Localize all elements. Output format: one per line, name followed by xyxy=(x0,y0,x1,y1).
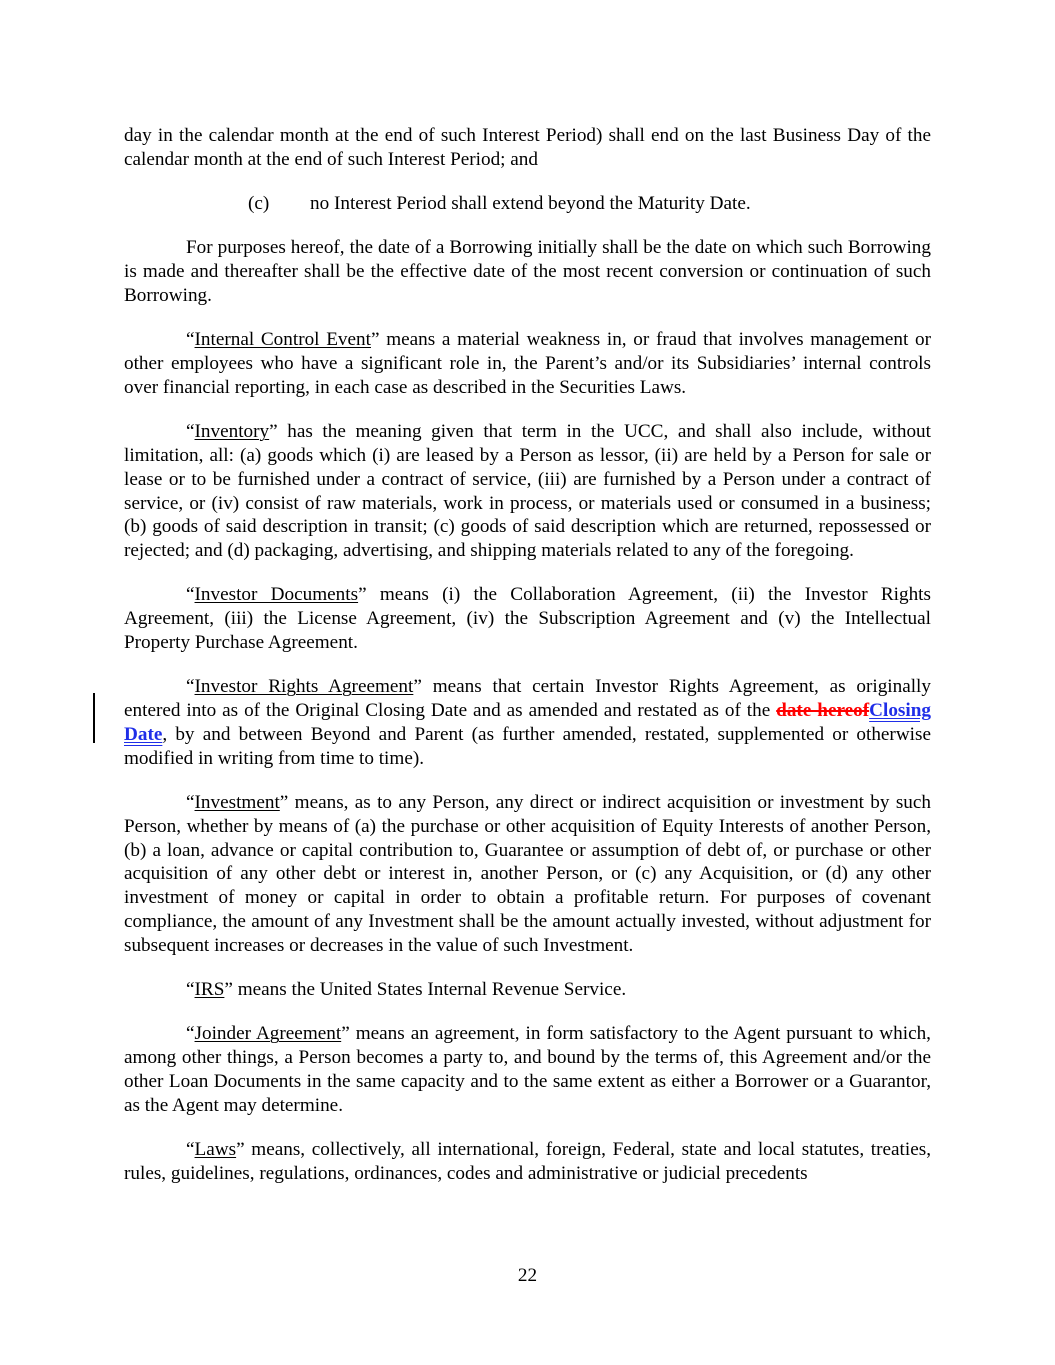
list-marker: (c) xyxy=(248,193,270,215)
definition-text: means, collectively, all international, foreign, Federal, state and local statutes, treaties, rules, guidelines, regulations, ordinances, codes and administrative or judicial precedents xyxy=(124,1139,931,1184)
close-quote: ” xyxy=(358,584,367,606)
continuation-text: day in the calendar month at the end of such Interest Period) shall end on the last Business Day of the calendar month at the end of such Interest Period; and xyxy=(124,125,931,170)
definition-internal-control-event xyxy=(124,328,931,399)
defined-term: Inventory xyxy=(194,421,270,443)
definition-irs xyxy=(124,978,931,1002)
open-quote: “ xyxy=(186,792,195,814)
definition-text: means, as to any Person, any direct or indirect acquisition or investment by such Person, whether by means of (a) the purchase or other acquisition of Equity Interests of another Person, (b) a loan, advance or capital contribution to, Guarantee or assumption of debt of, or purchase or other acquisition of any other debt or interest in, another Person, or (c) any Acquisition, or (d) any other investment of money or capital in order to obtain a profitable return. For purposes of covenant compliance, the amount of any Investment shall be the amount actually invested, without adjustment for subsequent increases or decreases in the value of such Investment. xyxy=(124,792,931,956)
definition-text: means (i) the Collaboration Agreement, (ii) the Investor Rights Agreement, (iii) the License Agreement, (iv) the Subscription Agreement and (v) the Intellectual Property Purchase Agreement. xyxy=(124,584,931,654)
definition-investor-rights-agreement xyxy=(124,675,931,770)
definition-investor-documents xyxy=(124,583,931,654)
open-quote: “ xyxy=(186,979,195,1001)
definition-investment xyxy=(124,791,931,958)
continuation-paragraph xyxy=(124,124,931,172)
defined-term: Joinder Agreement xyxy=(194,1023,342,1045)
document-page xyxy=(124,124,931,1206)
defined-term: IRS xyxy=(194,979,225,1001)
list-item-text: no Interest Period shall extend beyond the Maturity Date. xyxy=(310,193,751,215)
definition-text: means that certain Investor Rights Agreement, as originally entered into as of the Original Closing Date and as amended and restated as of the xyxy=(124,676,931,722)
deleted-text: date hereof xyxy=(776,700,870,722)
open-quote: “ xyxy=(186,584,195,606)
borrowing-date-paragraph xyxy=(124,236,931,307)
close-quote: ” xyxy=(236,1139,245,1161)
close-quote: ” xyxy=(370,329,380,351)
definition-inventory xyxy=(124,420,931,563)
definition-text: means an agreement, in form satisfactory to the Agent pursuant to which, among other things, a Person becomes a party to, and bound by the terms of, this Agreement and/or the other Loan Documents in the same capacity and to the same extent as either a Borrower or a Guarantor, as the Agent may determine. xyxy=(124,1023,931,1116)
close-quote: ” xyxy=(341,1023,350,1045)
definition-joinder-agreement xyxy=(124,1022,931,1117)
close-quote: ” xyxy=(413,676,422,698)
defined-term: Investment xyxy=(194,792,280,814)
open-quote: “ xyxy=(186,1139,195,1161)
close-quote: ” xyxy=(269,421,278,443)
close-quote: ” xyxy=(224,979,233,1001)
list-item-c xyxy=(124,192,931,216)
close-quote: ” xyxy=(279,792,289,814)
defined-term: Laws xyxy=(194,1139,237,1161)
definition-text: means a material weakness in, or fraud that involves management or other employees who have a significant role in, the Parent’s and/or its Subsidiaries’ internal controls over financial reporting, in each case as described in the Securities Laws. xyxy=(124,329,931,398)
open-quote: “ xyxy=(186,421,195,443)
definition-laws xyxy=(124,1138,931,1186)
paragraph-text: For purposes hereof, the date of a Borrowing initially shall be the date on which such Borrowing is made and thereafter shall be the effective date of the most recent conversion or continuation of such Borrowing. xyxy=(124,237,931,306)
revision-change-bar xyxy=(93,693,95,743)
open-quote: “ xyxy=(186,329,195,351)
definition-text: means the United States Internal Revenue Service. xyxy=(232,979,627,1001)
defined-term: Investor Rights Agreement xyxy=(194,676,414,698)
defined-term: Investor Documents xyxy=(194,584,359,606)
definition-text: has the meaning given that term in the UCC, and shall also include, without limitation, all: (a) goods which (i) are leased by a Person as lessor, (ii) are held by a Person for sale or lease or to be furnished under a contract of service, (iii) are furnished by a Person under a contract of service, or (iv) consist of raw materials, work in process, or materials used or consumed in a business; (b) goods of said description in transit; (c) goods of said description which are returned, repossessed or rejected; and (d) packaging, advertising, and shipping materials related to any of the foregoing. xyxy=(124,421,931,562)
open-quote: “ xyxy=(186,676,195,698)
definition-text-continued: , by and between Beyond and Parent (as further amended, restated, supplemented or otherwise modified in writing from time to time). xyxy=(124,723,931,769)
page-number: 22 xyxy=(517,1265,538,1286)
inserted-text: Closing Date xyxy=(124,700,931,745)
open-quote: “ xyxy=(186,1023,195,1045)
defined-term: Internal Control Event xyxy=(194,329,371,351)
